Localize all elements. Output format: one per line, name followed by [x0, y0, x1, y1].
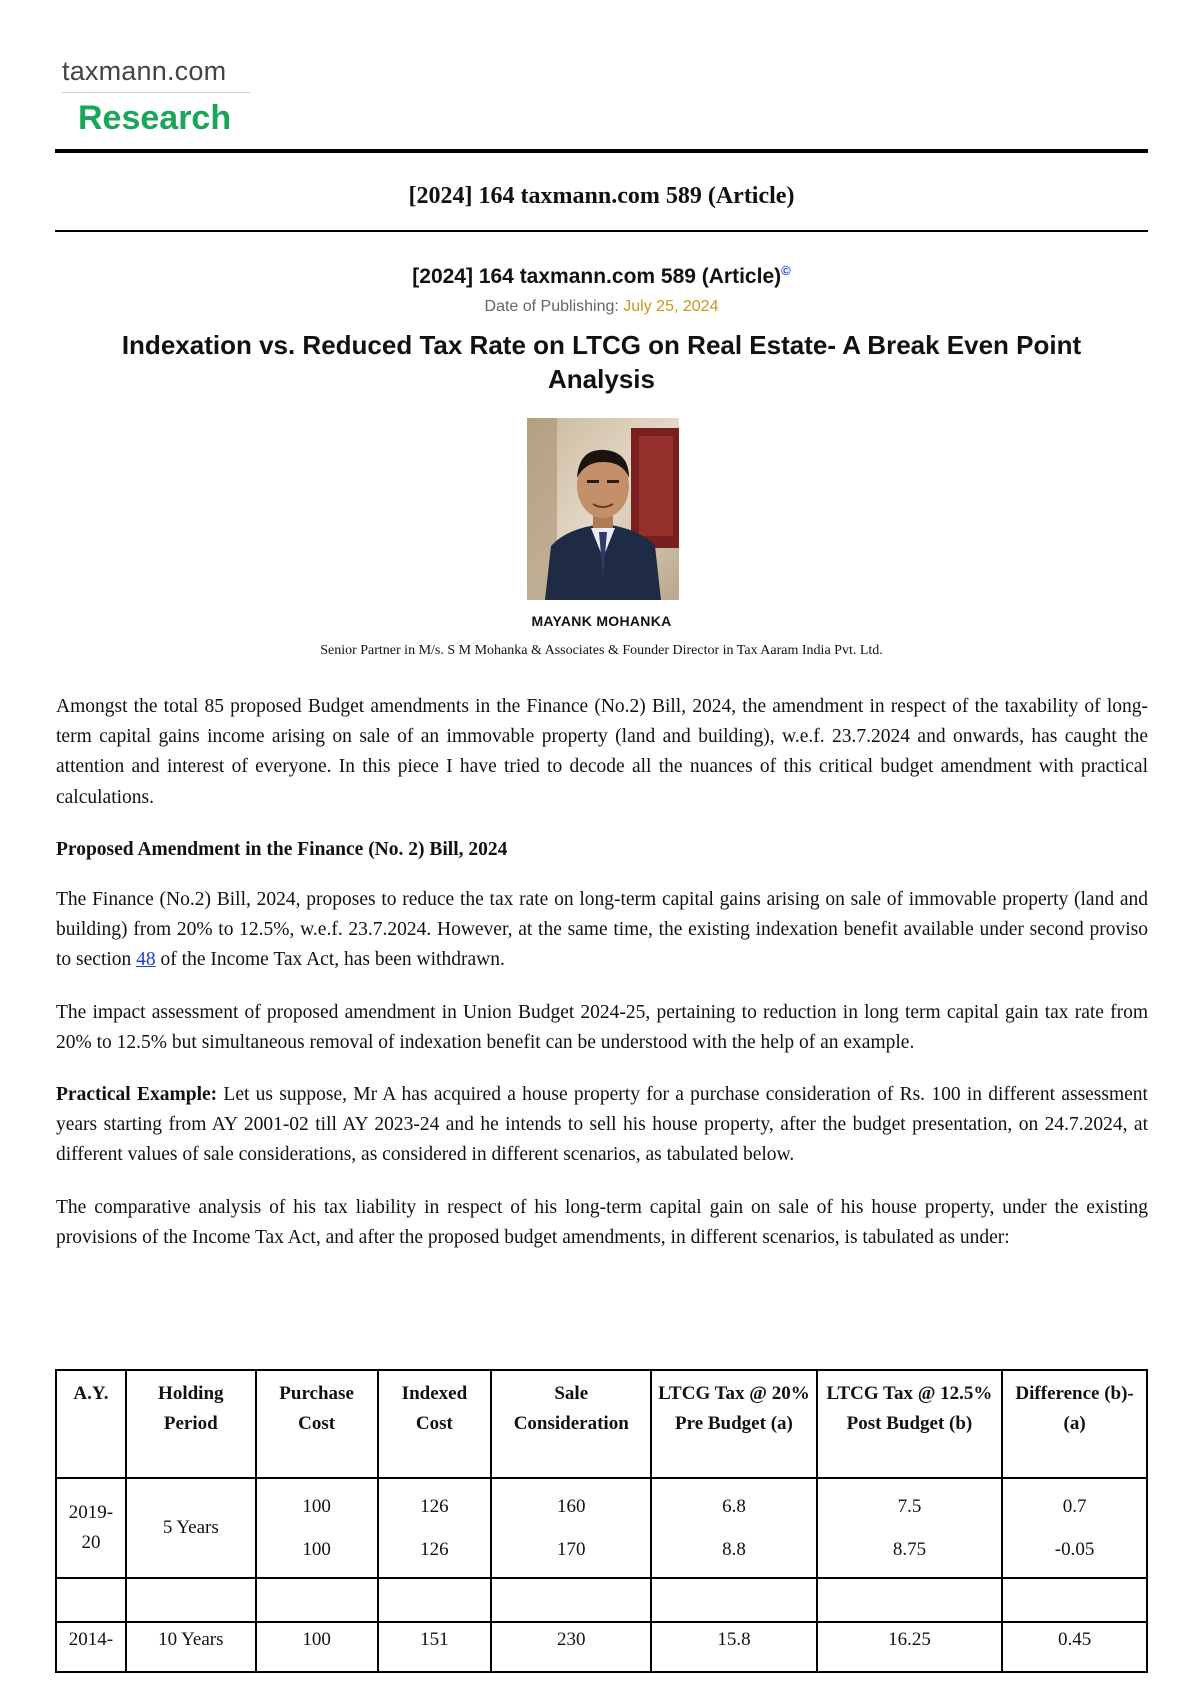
column-header: LTCG Tax @ 20% Pre Budget (a) — [651, 1370, 817, 1478]
cell-sale-consideration — [491, 1478, 651, 1578]
table-header-row — [56, 1370, 1147, 1478]
paragraph-example — [56, 1080, 1148, 1171]
empty-cell — [491, 1578, 651, 1622]
cell-ay: 2014- — [56, 1622, 126, 1672]
paragraph-amendment-text-a: The Finance (No.2) Bill, 2024, proposes to reduce the tax rate on long-term capital gains arising on sale of immovable property (land and building) from 20% to 12.5%, w.e.f. 23.7.2024. However, at the same time, the existing indexation benefit available under second proviso to section — [56, 889, 1148, 971]
article-body — [56, 692, 1148, 1275]
cell-value: 126 — [420, 1496, 449, 1517]
citation-text: [2024] 164 taxmann.com 589 (Article) — [412, 265, 782, 288]
cell-difference: 0.45 — [1002, 1622, 1147, 1672]
author-photo — [527, 418, 679, 600]
empty-cell — [1002, 1578, 1147, 1622]
cell-value: 6.8 — [722, 1496, 746, 1517]
paragraph-impact: The impact assessment of proposed amendment in Union Budget 2024-25, pertaining to reduction in long term capital gain tax rate from 20% to 12.5% but simultaneous removal of indexation benefit can be understood with the help of an example. — [56, 1001, 1148, 1053]
table-row-spacer — [56, 1578, 1147, 1622]
cell-difference — [1002, 1478, 1147, 1578]
cell-indexed-cost — [378, 1478, 492, 1578]
cell-ltcg-post-budget: 16.25 — [817, 1622, 1002, 1672]
empty-cell — [256, 1578, 378, 1622]
logo-research-label: Research — [78, 99, 232, 137]
cell-value: 8.8 — [722, 1539, 746, 1560]
column-header: A.Y. — [56, 1370, 126, 1478]
cell-sale-consideration: 230 — [491, 1622, 651, 1672]
header-top-rule — [55, 149, 1148, 153]
paragraph-amendment — [56, 885, 1148, 976]
publish-date — [55, 296, 1148, 318]
column-header: Sale Consideration — [491, 1370, 651, 1478]
cell-purchase-cost: 100 — [256, 1622, 378, 1672]
cell-value: 100 — [302, 1496, 331, 1517]
column-header: Difference (b)-(a) — [1002, 1370, 1147, 1478]
cell-purchase-cost — [256, 1478, 378, 1578]
column-header: Indexed Cost — [378, 1370, 492, 1478]
publish-date-label: Date of Publishing: — [484, 298, 619, 315]
column-header: Holding Period — [126, 1370, 256, 1478]
logo-wordmark: taxmann.com — [62, 56, 227, 86]
cell-ltcg-pre-budget: 15.8 — [651, 1622, 817, 1672]
column-header: Purchase Cost — [256, 1370, 378, 1478]
author-name: MAYANK MOHANKA — [531, 613, 672, 629]
table-row — [56, 1622, 1147, 1672]
cell-holding-period: 10 Years — [126, 1622, 256, 1672]
article-citation — [55, 263, 1148, 291]
cell-value: 170 — [556, 1539, 586, 1560]
copyright-mark[interactable]: © — [781, 263, 791, 278]
cell-value: 160 — [556, 1496, 586, 1517]
cell-holding-period: 5 Years — [126, 1478, 256, 1578]
empty-cell — [56, 1578, 126, 1622]
article-title: Indexation vs. Reduced Tax Rate on LTCG on Real Estate- A Break Even Point Analysis — [121, 330, 1082, 394]
cell-value: 7.5 — [897, 1496, 922, 1517]
cell-value: -0.05 — [1054, 1539, 1095, 1560]
taxmann-research-logo[interactable] — [62, 54, 252, 141]
section-heading: Proposed Amendment in the Finance (No. 2) Bill, 2024 — [56, 838, 508, 860]
paragraph-intro: Amongst the total 85 proposed Budget amendments in the Finance (No.2) Bill, 2024, the amendment in respect of the taxability of long-term capital gains income arising on sale of an immovable property (land and building), w.e.f. 23.7.2024 and onwards, has caught the attention and interest of everyone. In this piece I have tried to decode all the nuances of this critical budget amendment with practical calculations. — [56, 696, 1148, 808]
cell-value: 126 — [420, 1539, 449, 1560]
table-row — [56, 1478, 1147, 1578]
empty-cell — [817, 1578, 1002, 1622]
cell-value: 8.75 — [892, 1539, 927, 1560]
empty-cell — [126, 1578, 256, 1622]
paragraph-comparative: The comparative analysis of his tax liability in respect of his long-term capital gain on sale of his house property, under the existing provisions of the Income Tax Act, and after the proposed budget amendments, in different scenarios, is tabulated as under: — [56, 1196, 1148, 1248]
section-48-link[interactable]: 48 — [136, 949, 156, 971]
example-label: Practical Example: — [56, 1084, 218, 1106]
author-portrait-image — [527, 418, 679, 600]
cell-value: 100 — [302, 1539, 331, 1560]
cell-value: 0.7 — [1062, 1496, 1087, 1517]
cell-ay: 2019-20 — [56, 1478, 126, 1578]
header-bottom-rule — [55, 230, 1148, 232]
author-designation: Senior Partner in M/s. S M Mohanka & Associates & Founder Director in Tax Aaram India Pvt. Ltd. — [320, 643, 883, 658]
column-header: LTCG Tax @ 12.5% Post Budget (b) — [817, 1370, 1002, 1478]
example-text: Let us suppose, Mr A has acquired a house property for a purchase consideration of Rs. 100 in different assessment years starting from AY 2001-02 till AY 2023-24 and he intends to sell his house property, after the budget presentation, on 24.7.2024, at different values of sale considerations, as considered in different scenarios, as tabulated below. — [56, 1084, 1148, 1166]
tax-comparison-table — [55, 1369, 1148, 1673]
header-citation: [2024] 164 taxmann.com 589 (Article) — [408, 183, 795, 209]
cell-ltcg-pre-budget — [651, 1478, 817, 1578]
paragraph-amendment-text-b: of the Income Tax Act, has been withdrawn. — [155, 949, 505, 971]
publish-date-value: July 25, 2024 — [623, 298, 719, 315]
empty-cell — [651, 1578, 817, 1622]
cell-indexed-cost: 151 — [378, 1622, 492, 1672]
empty-cell — [378, 1578, 492, 1622]
cell-ltcg-post-budget — [817, 1478, 1002, 1578]
logo-divider — [62, 92, 250, 93]
